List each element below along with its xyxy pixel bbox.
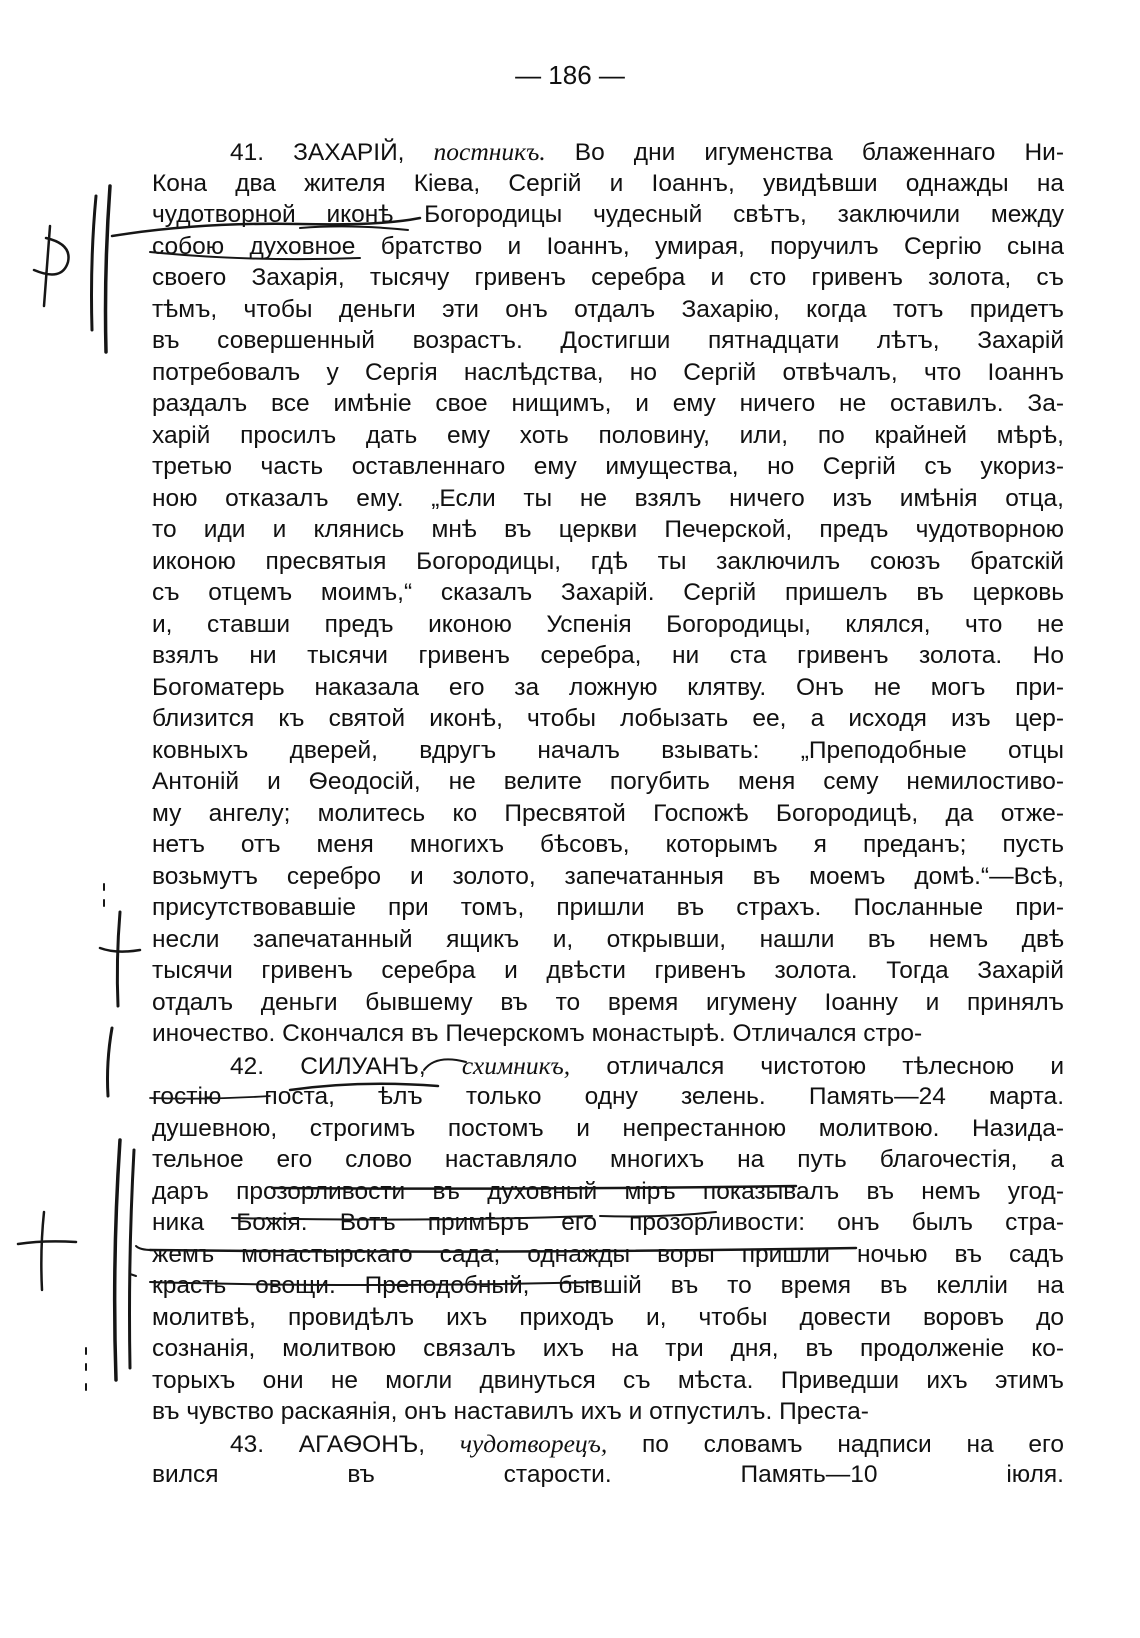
text-line: торыхъ они не могли двинуться съ мѣста. Приведши ихъ этимъ (152, 1366, 1064, 1394)
text-line: нетъ отъ меня многихъ бѣсовъ, которымъ я преданъ; пусть (152, 831, 1064, 858)
entry-41-first-line (152, 136, 1064, 168)
entry-42-heading: 42. СИЛУАНЪ, (230, 1052, 426, 1080)
text-line: Кона два жителя Кіева, Сергій и Іоаннъ, увидѣвши однажды на (152, 169, 1064, 197)
entry-43-epithet: чудотворецъ, (459, 1428, 608, 1458)
text-line: Антоній и Ѳеодосій, не велите погубить меня сему немилостиво- (152, 768, 1064, 795)
text-line: красть овощи. Преподобный, бывшій въ то время въ келліи на (152, 1272, 1064, 1299)
text-line: молитвѣ, провидѣлъ ихъ приходъ и, чтобы довести воровъ до (152, 1303, 1064, 1331)
text-line: то иди и клянись мнѣ въ церкви Печерской, предъ чудотворною (152, 516, 1064, 543)
text-line: въ чувство раскаянія, онъ наставилъ ихъ и отпустилъ. Преста- (152, 1398, 869, 1425)
entry-42-lead: отличался чистотою тѣлесною и (606, 1052, 1065, 1080)
text-line: тысячи гривенъ серебра и двѣсти гривенъ золота. Тогда Захарій (152, 957, 1064, 984)
margin-cross-mark (100, 948, 140, 952)
margin-bracket-mark (108, 1028, 113, 1096)
text-line: му ангелу; молитесь ко Пресвятой Госпожѣ Богородицѣ, да отже- (152, 799, 1064, 827)
text-line: сознанія, молитвою связалъ ихъ на три дня, въ продолженіе ко- (152, 1335, 1064, 1362)
text-line: съ отцемъ моимъ,“ сказалъ Захарій. Сергій пришелъ въ церковь (152, 579, 1064, 606)
text-line: даръ прозорливости въ духовный міръ показывалъ въ немъ угод- (152, 1177, 1064, 1205)
text-line: ковныхъ дверей, вдругъ началъ взывать: „Преподобные отцы (152, 736, 1064, 764)
text-line: взялъ ни тысячи гривенъ серебра, ни ста гривенъ золота. Но (152, 642, 1064, 669)
text-line: въ совершенный возрастъ. Достигши пятнадцати лѣтъ, Захарій (152, 327, 1064, 354)
text-line: гостію поста, ѣлъ только одну зелень. Память—24 марта. (152, 1083, 1064, 1110)
entry-42-first-line (152, 1050, 1064, 1082)
text-line: собою духовное братство и Іоаннъ, умирая, поручилъ Сергію сына (152, 232, 1064, 260)
entry-43-lead: по словамъ надписи на его (642, 1430, 1064, 1458)
margin-bracket-mark (106, 186, 111, 352)
margin-cross-mark (18, 1241, 76, 1244)
margin-symbol-mark (34, 226, 69, 306)
margin-bracket-mark (92, 196, 97, 330)
text-line: тѣмъ, чтобы деньги эти онъ отдалъ Захарію, когда тотъ придетъ (152, 295, 1064, 323)
text-line: вился въ старости. Память—10 іюля. (152, 1461, 1064, 1488)
text-line: ника Божія. Вотъ примѣръ его прозорливости: онъ былъ стра- (152, 1209, 1064, 1236)
margin-cross-mark (117, 912, 120, 1006)
text-line: чудотворной иконѣ Богородицы чудесный свѣтъ, заключили между (152, 201, 1064, 228)
text-line: раздалъ все имѣніе свое нищимъ, и ему ничего не оставилъ. За- (152, 390, 1064, 417)
text-line: возьмутъ серебро и золото, запечатанныя въ моемъ домѣ.“—Всѣ, (152, 862, 1064, 890)
text-line: харій просилъ дать ему хоть половину, или, по крайней мѣрѣ, (152, 421, 1064, 449)
text-line: отдалъ деньги бывшему въ то время игумену Іоанну и принялъ (152, 988, 1064, 1016)
text-line: иконою пресвятыя Богородицы, гдѣ ты заключилъ союзъ братскій (152, 547, 1064, 575)
text-line: и, ставши предъ иконою Успенія Богородицы, клялся, что не (152, 610, 1064, 638)
text-line: тельное его слово наставляло многихъ на путь благочестія, а (152, 1146, 1064, 1173)
margin-cross-mark (41, 1212, 44, 1290)
entry-43-first-line (152, 1428, 1064, 1460)
margin-bracket-mark (130, 1150, 135, 1368)
text-line: своего Захарія, тысячу гривенъ серебра и сто гривенъ золота, съ (152, 264, 1064, 291)
text-line: присутствовавшіе при томъ, пришли въ страхъ. Посланные при- (152, 894, 1064, 921)
text-line: душевною, строгимъ постомъ и непрестанною молитвою. Назида- (152, 1114, 1064, 1142)
page-number: — 186 — (515, 60, 625, 90)
text-line: ною отказалъ ему. „Если ты не взялъ ничего изъ имѣнія отца, (152, 484, 1064, 512)
text-line: близится къ святой иконѣ, чтобы лобызать ее, а исходя изъ цер- (152, 705, 1064, 732)
entry-41-heading: 41. ЗАХАРІЙ, (230, 139, 405, 166)
text-line: третью часть оставленнаго ему имущества, но Сергій съ укориз- (152, 453, 1064, 480)
page-text (152, 136, 1064, 1491)
underline-mark (136, 1246, 152, 1250)
text-line: Богоматерь наказала его за ложную клятву. Онъ не могъ при- (152, 673, 1064, 701)
text-line: несли запечатанный ящикъ и, открывши, нашли въ немъ двѣ (152, 925, 1064, 953)
text-line: жемъ монастырскаго сада; однажды воры пришли ночью въ садъ (152, 1240, 1064, 1268)
text-line: иночество. Скончался въ Печерскомъ монастырѣ. Отличался стро- (152, 1020, 923, 1047)
entry-43-heading: 43. АГАѲОНЪ, (230, 1430, 426, 1458)
text-line: потребовалъ у Сергія наслѣдства, но Сергій отвѣчалъ, что Іоаннъ (152, 358, 1064, 386)
entry-41-epithet: постникъ. (433, 137, 546, 166)
margin-bracket-mark (115, 1140, 120, 1380)
margin-dot-mark (130, 1274, 136, 1276)
entry-41-lead: Во дни игуменства блаженнаго Ни- (574, 139, 1064, 166)
entry-42-epithet: схимникъ, (461, 1050, 571, 1080)
